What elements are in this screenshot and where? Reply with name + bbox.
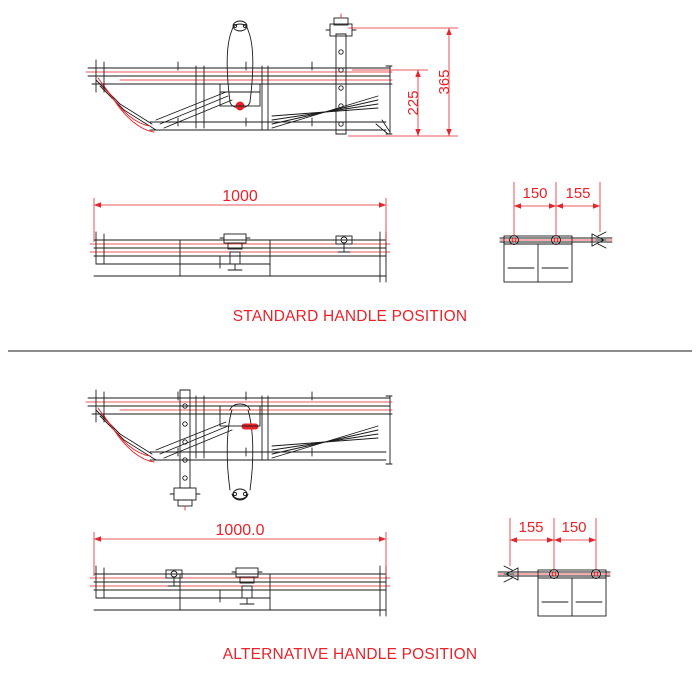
alternative-side-view (86, 390, 392, 510)
dim-standard-end-150: 150 (522, 185, 548, 202)
dim-standard-length-1000: 1000 (222, 188, 258, 205)
alternative-end-view (498, 566, 610, 616)
dim-alternative-length-1000: 1000.0 (215, 522, 265, 539)
dim-standard-height-225: 225 (405, 90, 422, 116)
dim-alternative-end-150: 150 (561, 519, 587, 536)
caption-standard-handle-position: STANDARD HANDLE POSITION (232, 308, 468, 325)
alternative-plan-view (90, 566, 390, 616)
standard-plan-view (90, 232, 390, 282)
standard-side-view (86, 14, 392, 134)
dim-standard-end-155: 155 (565, 185, 591, 202)
dim-alternative-end-155: 155 (518, 519, 544, 536)
standard-end-view (500, 232, 612, 282)
caption-alternative-handle-position: ALTERNATIVE HANDLE POSITION (222, 646, 478, 663)
dim-standard-height-365: 365 (436, 69, 453, 95)
